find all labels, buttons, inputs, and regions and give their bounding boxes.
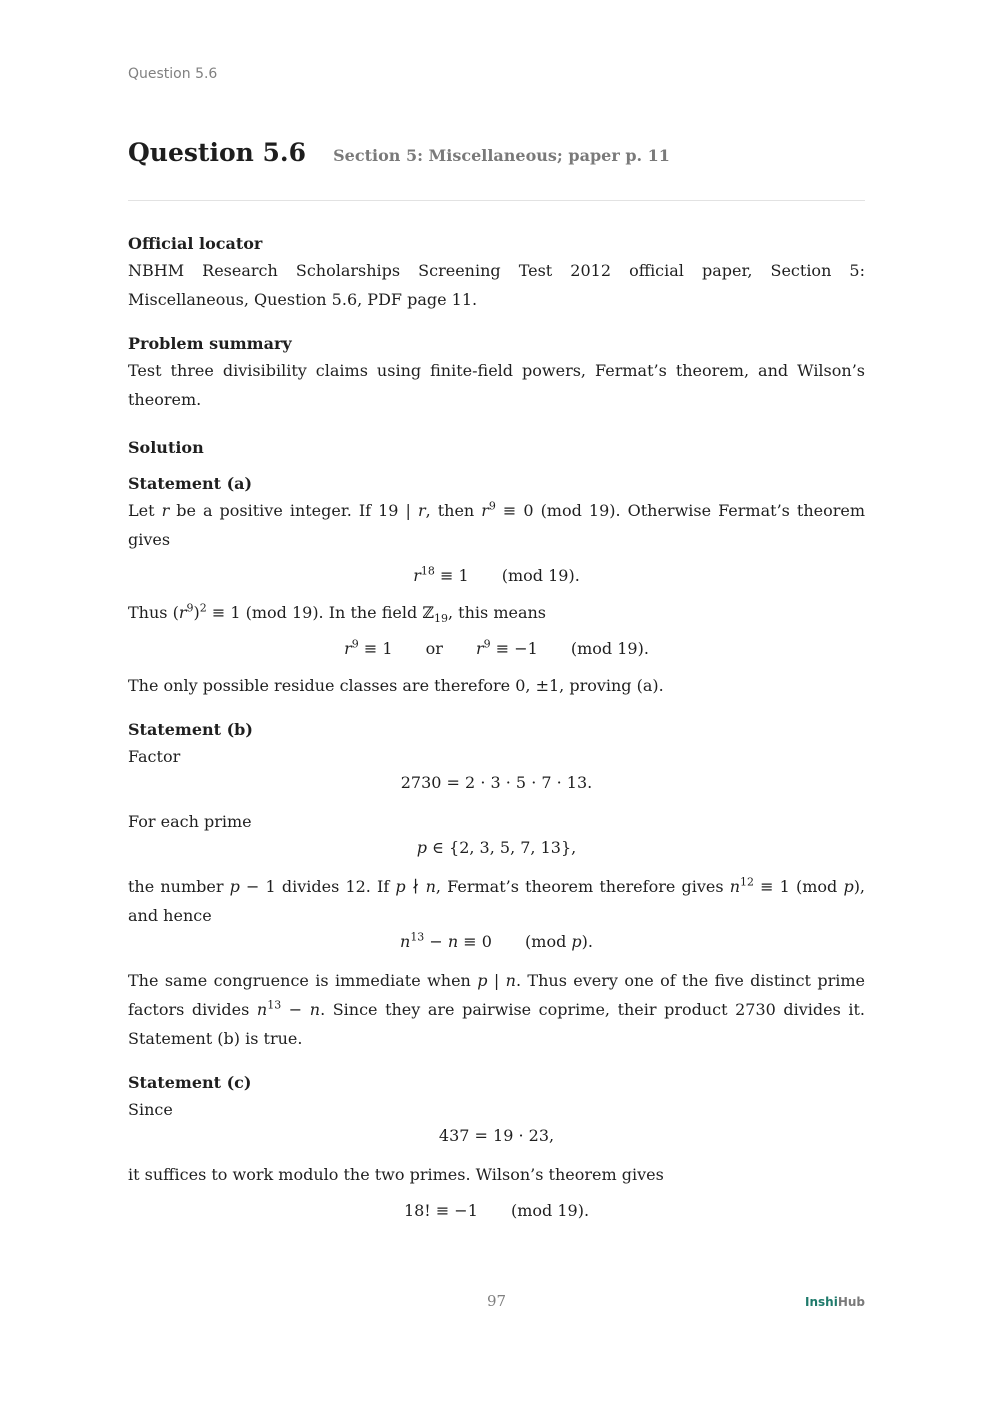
statement-b-paragraph-2: For each prime: [128, 812, 252, 831]
question-subtitle: Section 5: Miscellaneous; paper p. 11: [333, 146, 670, 165]
brand-logo-part-1: Inshi: [805, 1295, 838, 1309]
brand-logo-part-2: Hub: [837, 1295, 865, 1309]
statement-b-paragraph-1: Factor: [128, 747, 181, 766]
equation-c-2: 18! ≡ −1 (mod 19).: [403, 1201, 590, 1220]
equation-b-2: p ∈ {2, 3, 5, 7, 13},: [416, 838, 577, 857]
official-locator-text: NBHM Research Scholarships Screening Test 2012 official paper, Section 5: Miscellaneous, Question 5.6, PDF page 11.: [128, 261, 865, 309]
problem-summary-heading: Problem summary: [128, 334, 292, 353]
main-content: [128, 232, 865, 1233]
equation-b-3: $n^{13} - n \equiv 0$ (mod p).: [400, 930, 593, 951]
statement-b-paragraph-3: the number p − 1 divides 12. If p ∤ n, Fermat’s theorem therefore gives $n^{12} \equiv 1$ (mod p), and hence: [128, 875, 866, 925]
equation-a-1: $r^{18} \equiv 1$ (mod 19).: [413, 564, 580, 585]
equation-b-1: 2730 = 2 · 3 · 5 · 7 · 13.: [400, 773, 593, 792]
statement-b-heading: Statement (b): [128, 720, 253, 739]
statement-a-paragraph-2: Thus $(r^9)^2 \equiv 1$ (mod 19). In the field ℤ$_{19}$, this means: [128, 601, 547, 626]
statement-a-heading: Statement (a): [128, 474, 253, 493]
equation-a-2: $r^9 \equiv 1$ or $r^9 \equiv -1$ (mod 19).: [344, 637, 649, 658]
statement-a-conclusion: The only possible residue classes are therefore 0, ±1, proving (a).: [128, 676, 664, 695]
official-locator-heading: Official locator: [128, 234, 263, 253]
title-divider: [128, 200, 865, 201]
statement-c-heading: Statement (c): [128, 1073, 252, 1092]
problem-summary-text: Test three divisibility claims using finite-field powers, Fermat’s theorem, and Wilson’s theorem.: [128, 361, 865, 409]
title-row: [128, 138, 865, 167]
statement-b-conclusion: The same congruence is immediate when p | n. Thus every one of the five distinct prime factors divides $n^{13} - n$. Since they are pairwise coprime, their product 2730 divides it. Statement (b) is true.: [128, 971, 866, 1048]
statement-c-paragraph-2: it suffices to work modulo the two primes. Wilson’s theorem gives: [128, 1165, 664, 1184]
solution-heading: Solution: [128, 438, 204, 457]
page-number: 97: [486, 1292, 507, 1310]
running-header: Question 5.6: [128, 66, 218, 82]
brand-logo: [805, 1295, 865, 1309]
question-title: Question 5.6: [128, 138, 307, 167]
statement-a-paragraph-1: Let r be a positive integer. If 19 | r, then $r^9 \equiv 0$ (mod 19). Otherwise Fermat’s theorem gives: [128, 499, 866, 549]
statement-c-paragraph-1: Since: [128, 1100, 173, 1119]
equation-c-1: 437 = 19 · 23,: [438, 1126, 555, 1145]
